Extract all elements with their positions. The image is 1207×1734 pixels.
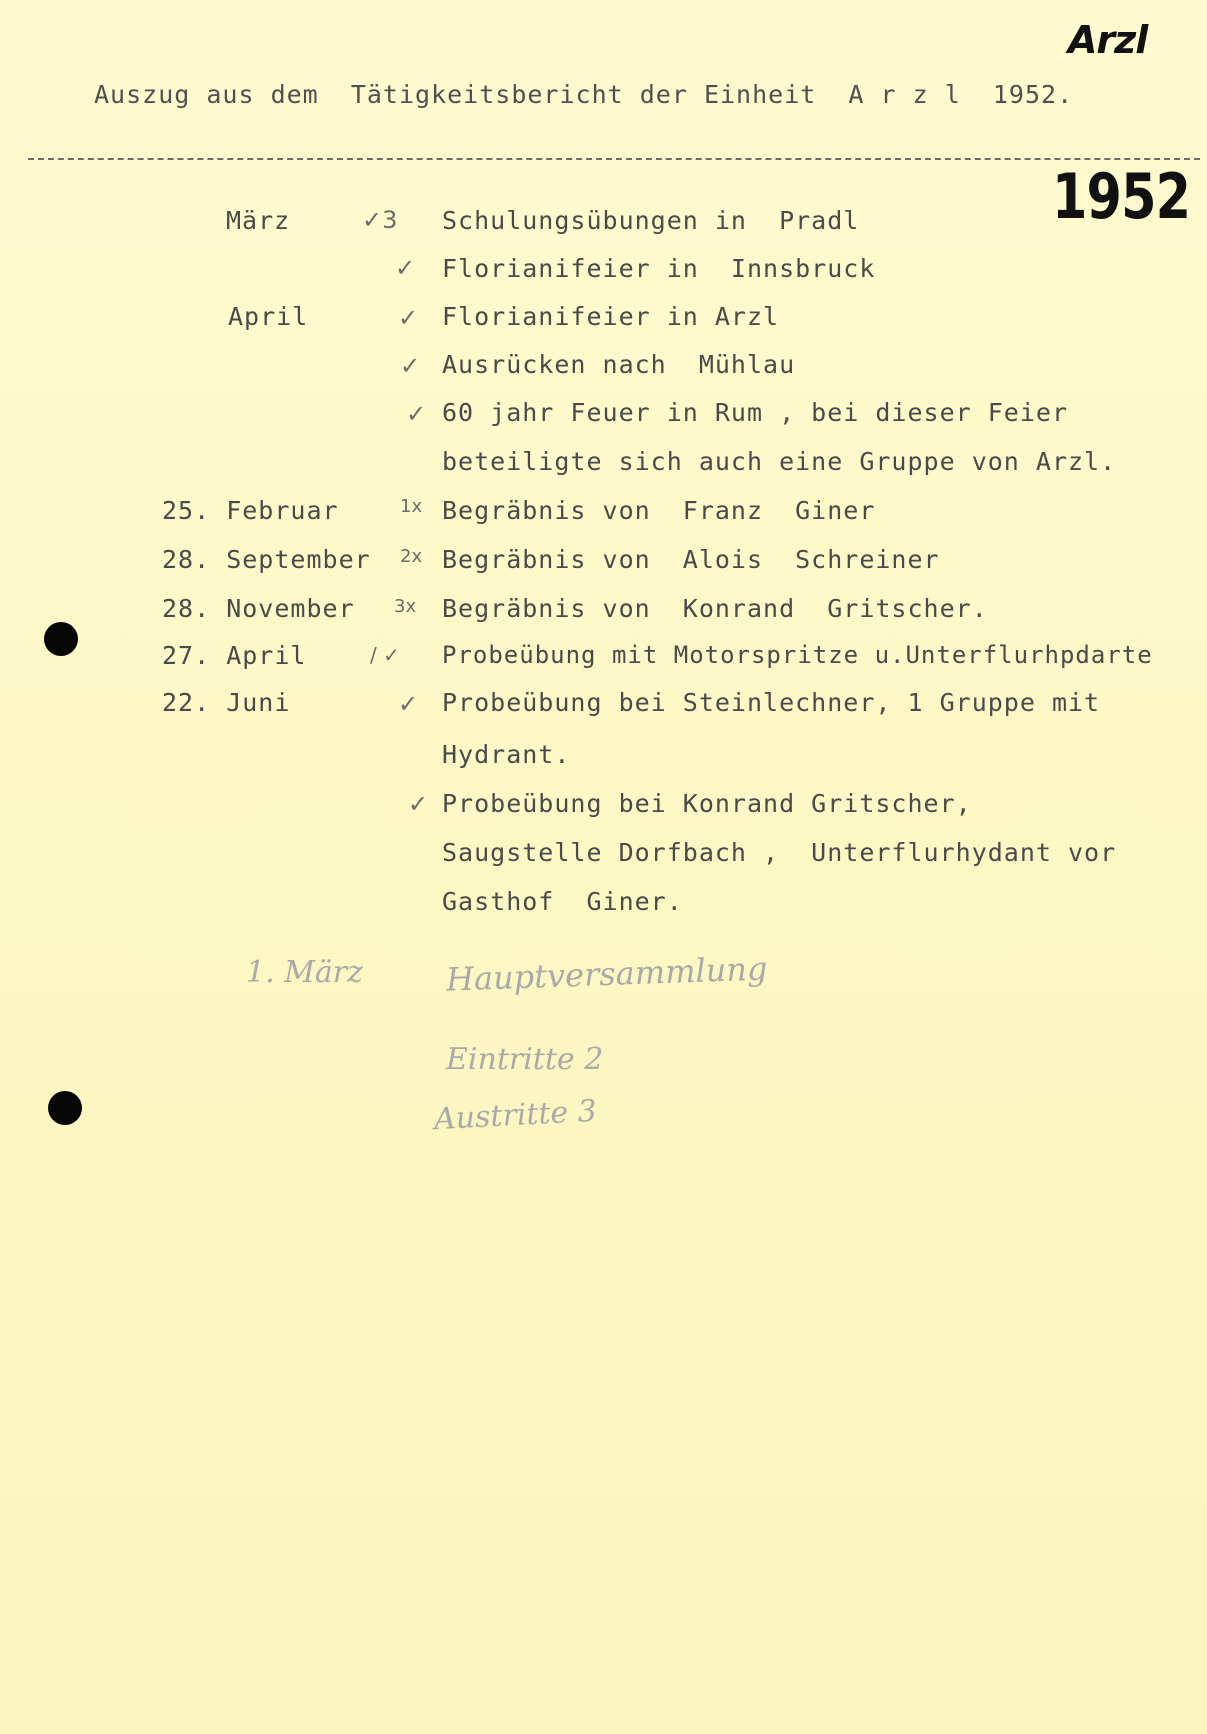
place-stamp: Arzl — [1068, 18, 1148, 62]
handwritten-exits: Austritte 3 — [433, 1093, 598, 1138]
handwritten-title: Hauptversammlung — [445, 949, 768, 999]
punch-hole-top — [44, 622, 78, 656]
punch-hole-bottom — [48, 1091, 82, 1125]
entry-label: 28. November — [162, 594, 355, 623]
count-mark: 3x — [394, 596, 417, 617]
check-mark: / ✓ — [370, 643, 400, 667]
handwritten-date: 1. März — [246, 955, 363, 990]
entry-text: Ausrücken nach Mühlau — [442, 350, 796, 379]
count-mark: 1x — [400, 496, 423, 517]
check-mark: ✓ — [395, 254, 416, 282]
entry-label: April — [228, 302, 309, 331]
entry-text: Probeübung bei Steinlechner, 1 Gruppe mit — [442, 688, 1101, 717]
entry-text: Begräbnis von Franz Giner — [442, 496, 876, 525]
entry-label: März — [226, 206, 291, 235]
year-stamp: 1952 — [1052, 160, 1191, 233]
count-mark: 2x — [400, 546, 423, 567]
entry-label: 27. April — [162, 641, 307, 670]
document-header: Auszug aus dem Tätigkeitsbericht der Einheit A r z l 1952. — [94, 80, 1074, 109]
entry-text: Florianifeier in Arzl — [442, 302, 780, 331]
entry-text: Florianifeier in Innsbruck — [442, 254, 876, 283]
entry-text: Saugstelle Dorfbach , Unterflurhydant vor — [442, 838, 1117, 867]
handwritten-entries: Eintritte 2 — [446, 1042, 604, 1077]
entry-text: Begräbnis von Alois Schreiner — [442, 545, 940, 574]
check-mark: ✓ — [398, 304, 419, 332]
entry-text: beteiligte sich auch eine Gruppe von Arzl. — [442, 447, 1117, 476]
check-mark: ✓ — [398, 690, 419, 718]
entry-text: Probeübung mit Motorspritze u.Unterflurhpdarte — [442, 641, 1153, 669]
entry-label: 28. September — [162, 545, 371, 574]
entry-label: 25. Februar — [162, 496, 339, 525]
header-divider — [28, 158, 1200, 160]
entry-label: 22. Juni — [162, 688, 291, 717]
check-mark: ✓ — [400, 352, 421, 380]
entry-text: Probeübung bei Konrand Gritscher, — [442, 789, 972, 818]
check-mark: ✓3 — [362, 206, 398, 234]
entry-text: 60 jahr Feuer in Rum , bei dieser Feier — [442, 398, 1068, 427]
check-mark: ✓ — [408, 790, 429, 818]
entry-text: Hydrant. — [442, 740, 571, 769]
entry-text: Schulungsübungen in Pradl — [442, 206, 860, 235]
check-mark: ✓ — [406, 400, 427, 428]
entry-text: Gasthof Giner. — [442, 887, 683, 916]
entry-text: Begräbnis von Konrand Gritscher. — [442, 594, 988, 623]
